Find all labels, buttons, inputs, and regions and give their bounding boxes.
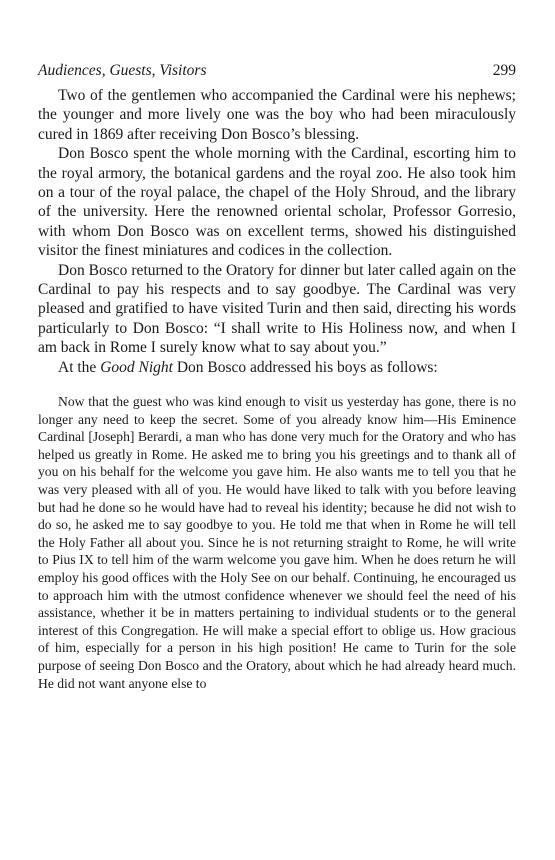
- running-head: [38, 60, 516, 82]
- good-night-emphasis: Good Night: [100, 358, 173, 376]
- paragraph-1: Two of the gentlemen who accompanied the Cardinal were his nephews; the younger and more lively one was the boy who had been miraculously cured in 1869 after receiving Don Bosco’s blessing.: [38, 87, 516, 143]
- page-number: 299: [492, 62, 516, 79]
- paragraph-4-start: At the: [58, 358, 101, 376]
- book-page: [38, 60, 516, 692]
- running-title: Audiences, Guests, Visitors: [38, 62, 207, 79]
- paragraph-4: [38, 358, 516, 377]
- body-text: [38, 86, 516, 377]
- quote-paragraph: Now that the guest who was kind enough to visit us yesterday has gone, there is no longer any need to keep the secret. Some of you already know him—His Eminence Cardinal [Joseph] Berardi, a man who has done very much for the Oratory and who has helped us greatly in Rome. He asked me to bring you his greetings and to thank all of you on his behalf for the welcome you gave him. He also wants me to tell you that he was very pleased with all of you. He would have liked to talk with you before leaving but had he done so he would have had to reveal his identity; because he did not wish to do so, he asked me to say goodbye to you. He told me that when in Rome he will tell the Holy Father all about you. Since he is not returning straight to Rome, he will write to Pius IX to tell him of the warm welcome you gave him. When he does return he will employ his good offices with the Holy See on our behalf. Continuing, he encouraged us to approach him with the utmost confidence whenever we should feel the need of his assistance, whether it be in matters pertaining to individual students or to the general interest of this Congregation. He will make a special effort to oblige us. How gracious of him, especially for a person in his high position! He came to Turin for the sole purpose of seeing Don Bosco and the Oratory, about which he had already heard much. He did not want anyone else to: [38, 394, 516, 691]
- paragraph-4-end: Don Bosco addressed his boys as follows:: [172, 358, 438, 376]
- block-quote: [38, 393, 516, 692]
- paragraph-2: Don Bosco spent the whole morning with the Cardinal, escorting him to the royal armory, the botanical gardens and the royal zoo. He also took him on a tour of the royal palace, the chapel of the Holy Shroud, and the library of the university. Here the renowned oriental scholar, Professor Gorresio, with whom Don Bosco was on excellent terms, showed his distinguished visitor the finest miniatures and codices in the collection.: [38, 145, 516, 260]
- paragraph-3: Don Bosco returned to the Oratory for dinner but later called again on the Cardinal to pay his respects and to say goodbye. The Cardinal was very pleased and gratified to have visited Turin and then said, directing his words particularly to Don Bosco: “I shall write to His Holiness now, and when I am back in Rome I surely know what to say about you.”: [38, 261, 516, 357]
